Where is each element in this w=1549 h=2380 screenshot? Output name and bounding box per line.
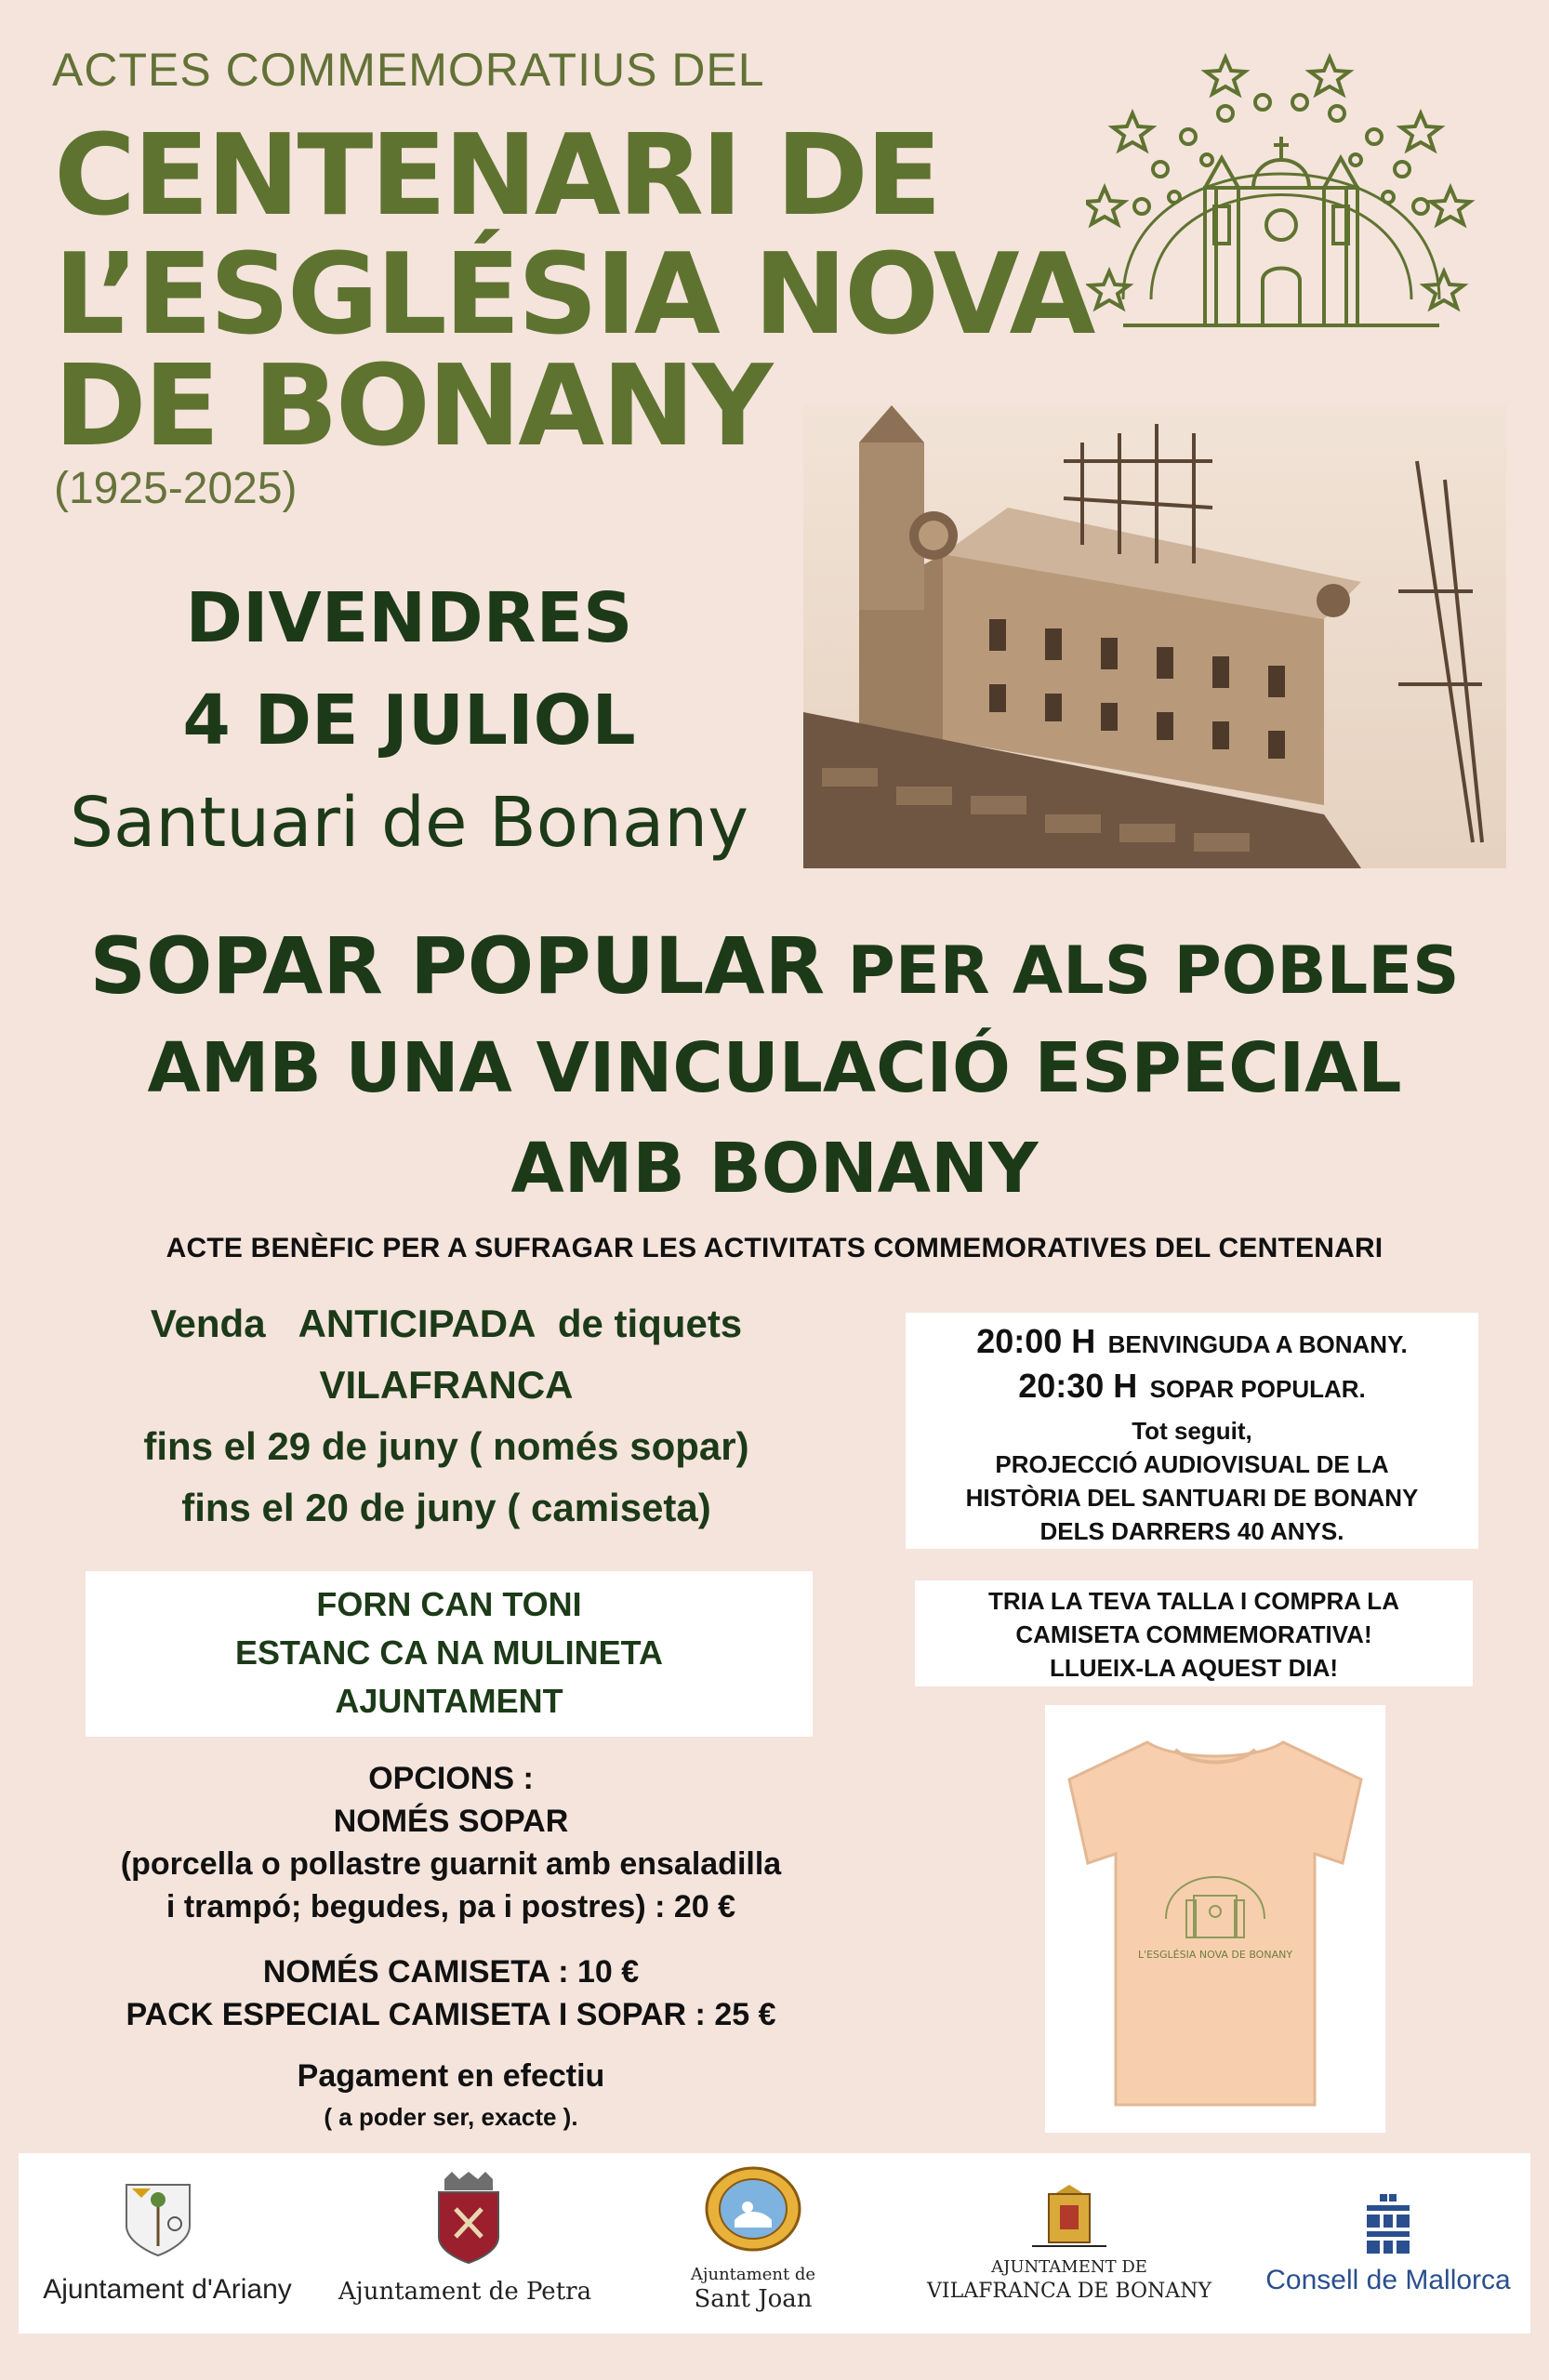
years-label: (1925-2025): [54, 464, 298, 513]
sponsor-name: Ajuntament de Petra: [338, 2278, 592, 2306]
tshirt-print-text: L'ESGLÉSIA NOVA DE BONANY: [1137, 1949, 1293, 1961]
options-menu-line-1: (porcella o pollastre guarnit amb ensaladilla: [120, 1846, 782, 1882]
sponsor-name: Ajuntament d'Ariany: [43, 2274, 292, 2305]
headline-line-1-big: SOPAR POPULAR: [89, 920, 826, 1012]
schedule-after-line: Tot seguit,: [1132, 1417, 1252, 1445]
options-pack: PACK ESPECIAL CAMISETA I SOPAR : 25 €: [126, 1997, 776, 2032]
tshirt-image: [1045, 1705, 1385, 2133]
sale-point: FORN CAN TONI: [316, 1585, 582, 1623]
sponsor-vilafranca: [902, 2153, 1237, 2334]
schedule-event: BENVINGUDA A BONANY.: [1107, 1330, 1408, 1358]
schedule-after-line: HISTÒRIA DEL SANTUARI DE BONANY: [965, 1484, 1419, 1512]
sponsor-consell-mallorca: [1246, 2153, 1530, 2334]
sale-until-shirt: fins el 20 de juny ( camiseta): [181, 1486, 711, 1529]
sponsor-name-line-1: AJUNTAMENT DE: [991, 2257, 1147, 2277]
charity-note: ACTE BENÈFIC PER A SUFRAGAR LES ACTIVITATS COMMEMORATIVES DEL CENTENARI: [165, 1233, 1384, 1263]
options-only-shirt: NOMÉS CAMISETA : 10 €: [262, 1954, 640, 1990]
petra-coat-of-arms-icon: [435, 2172, 502, 2265]
event-date: 4 DE JULIOL: [182, 681, 636, 760]
sponsor-name: Consell de Mallorca: [1265, 2265, 1511, 2295]
headline-line-3: AMB BONANY: [510, 1129, 1039, 1209]
sale-point: AJUNTAMENT: [335, 1682, 563, 1720]
schedule-time: 20:30 H: [1018, 1367, 1138, 1405]
sant-joan-coat-of-arms-icon: [703, 2162, 803, 2255]
schedule-item: [906, 1367, 1478, 1406]
historic-church-photo: [803, 405, 1506, 868]
schedule-after-line: PROJECCIÓ AUDIOVISUAL DE LA: [995, 1450, 1389, 1478]
sale-points-box: [86, 1571, 813, 1737]
headline-line-1: [0, 920, 1549, 1012]
options-title: OPCIONS :: [368, 1761, 534, 1796]
sponsor-name-line-1: Ajuntament de: [690, 2265, 816, 2284]
sponsors-footer: [19, 2153, 1530, 2334]
sale-de-tiquets: de tiquets: [557, 1302, 743, 1345]
title-line-3: DE BONANY: [54, 342, 771, 471]
tshirt-promo-line: TRIA LA TEVA TALLA I COMPRA LA: [988, 1587, 1399, 1615]
sponsor-petra: [325, 2153, 604, 2334]
vilafranca-coat-of-arms-icon: [1032, 2185, 1106, 2250]
title-line-2: L’ESGLÉSIA NOVA: [54, 231, 1093, 360]
header-kicker: ACTES COMMEMORATIUS DEL: [52, 44, 765, 96]
schedule-event: SOPAR POPULAR.: [1149, 1375, 1366, 1403]
payment-label: Pagament en efectiu: [297, 2058, 605, 2094]
headline-line-1-small: PER ALS POBLES: [825, 932, 1460, 1009]
schedule-after-line: DELS DARRERS 40 ANYS.: [1039, 1517, 1344, 1545]
church-emblem-logo: [1086, 48, 1476, 337]
payment-note: ( a poder ser, exacte ).: [324, 2103, 578, 2131]
title-line-1: CENTENARI DE: [54, 112, 940, 241]
sponsor-name-line-2: Sant Joan: [694, 2285, 813, 2313]
consell-mallorca-logo-icon: [1361, 2194, 1415, 2255]
headline-line-2: AMB UNA VINCULACIÓ ESPECIAL: [147, 1028, 1402, 1108]
event-day: DIVENDRES: [185, 578, 633, 658]
sponsor-name-line-2: VILAFRANCA DE BONANY: [927, 2280, 1211, 2303]
tshirt-promo-line: CAMISETA COMMEMORATIVA!: [1015, 1620, 1372, 1648]
tshirt-promo-box: [915, 1580, 1473, 1686]
sale-anticipada: ANTICIPADA: [298, 1302, 536, 1345]
sponsor-ariany: [19, 2153, 316, 2334]
schedule-box: [906, 1313, 1478, 1549]
sale-point: ESTANC CA NA MULINETA: [235, 1633, 663, 1672]
sponsor-sant-joan: [614, 2153, 893, 2334]
event-place: Santuari de Bonany: [70, 783, 748, 863]
options-menu-line-2: i trampó; begudes, pa i postres) : 20 €: [165, 1889, 736, 1924]
schedule-time: 20:00 H: [976, 1322, 1096, 1360]
ariany-coat-of-arms-icon: [123, 2181, 193, 2259]
sale-town: VILAFRANCA: [319, 1363, 574, 1407]
sale-venda: Venda: [150, 1302, 266, 1345]
tshirt-icon: [1045, 1705, 1385, 2133]
tshirt-promo-line: LLUEIX-LA AQUEST DIA!: [1049, 1654, 1339, 1682]
sale-heading: [37, 1302, 855, 1346]
schedule-item: [906, 1322, 1478, 1361]
sale-until-dinner: fins el 29 de juny ( només sopar): [143, 1424, 749, 1468]
options-only-dinner: NOMÉS SOPAR: [333, 1804, 569, 1839]
